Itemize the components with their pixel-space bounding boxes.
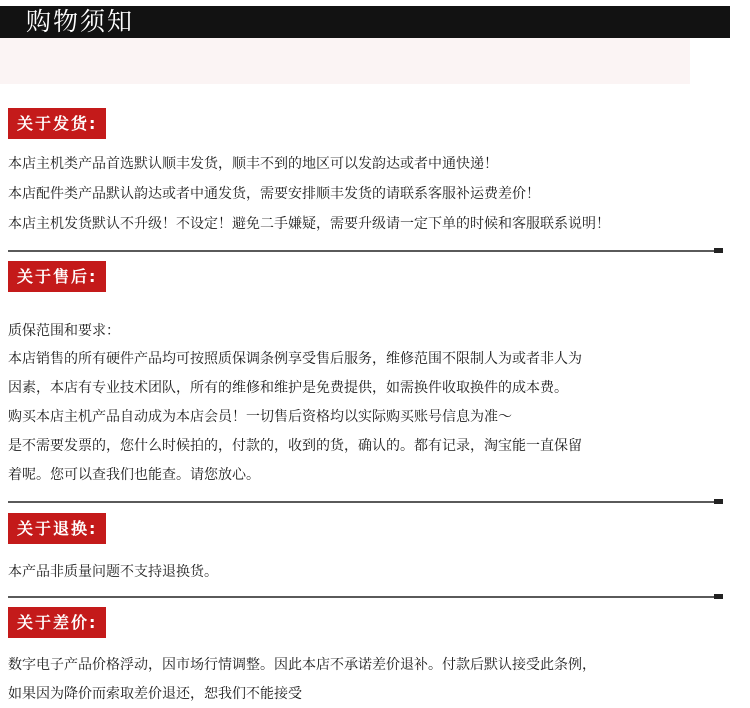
header-bar [0, 6, 730, 38]
divider-end-mark [714, 499, 723, 504]
after-sales-line: 质保范围和要求： [8, 323, 120, 339]
after-sales-line: 本店销售的所有硬件产品均可按照质保调条例享受售后服务，维修范围不限制人为或者非人为 [8, 351, 582, 367]
section-divider [8, 250, 723, 252]
page-title: 购物须知 [26, 7, 135, 36]
divider-end-mark [714, 248, 723, 253]
section-label-returns: 关于退换: [8, 513, 106, 544]
section-divider [8, 596, 723, 598]
section-label-price-difference: 关于差价: [8, 607, 106, 638]
price-difference-line: 如果因为降价而索取差价退还，恕我们不能接受 [8, 686, 302, 702]
divider-end-mark [714, 594, 723, 599]
after-sales-line: 是不需要发票的，您什么时候拍的，付款的，收到的货，确认的。都有记录，淘宝能一直保留 [8, 438, 582, 454]
shipping-line: 本店配件类产品默认韵达或者中通发货，需要安排顺丰发货的请联系客服补运费差价！ [8, 186, 540, 202]
shipping-line: 本店主机类产品首选默认顺丰发货，顺丰不到的地区可以发韵达或者中通快递！ [8, 156, 498, 172]
after-sales-line: 购买本店主机产品自动成为本店会员！一切售后资格均以实际购买账号信息为准～ [8, 409, 512, 425]
section-divider [8, 501, 723, 503]
after-sales-line: 因素，本店有专业技术团队，所有的维修和维护是免费提供，如需换件收取换件的成本费。 [8, 380, 568, 396]
shipping-line: 本店主机发货默认不升级！不设定！避免二手嫌疑，需要升级请一定下单的时候和客服联系说明！ [8, 216, 610, 232]
header-spacer-band [0, 38, 690, 84]
price-difference-line: 数字电子产品价格浮动，因市场行情调整。因此本店不承诺差价退补。付款后默认接受此条例， [8, 657, 596, 673]
section-label-after-sales: 关于售后: [8, 261, 106, 292]
after-sales-line: 着呢。您可以查我们也能查。请您放心。 [8, 467, 260, 483]
returns-line: 本产品非质量问题不支持退换货。 [8, 564, 218, 580]
section-label-shipping: 关于发货: [8, 108, 106, 139]
